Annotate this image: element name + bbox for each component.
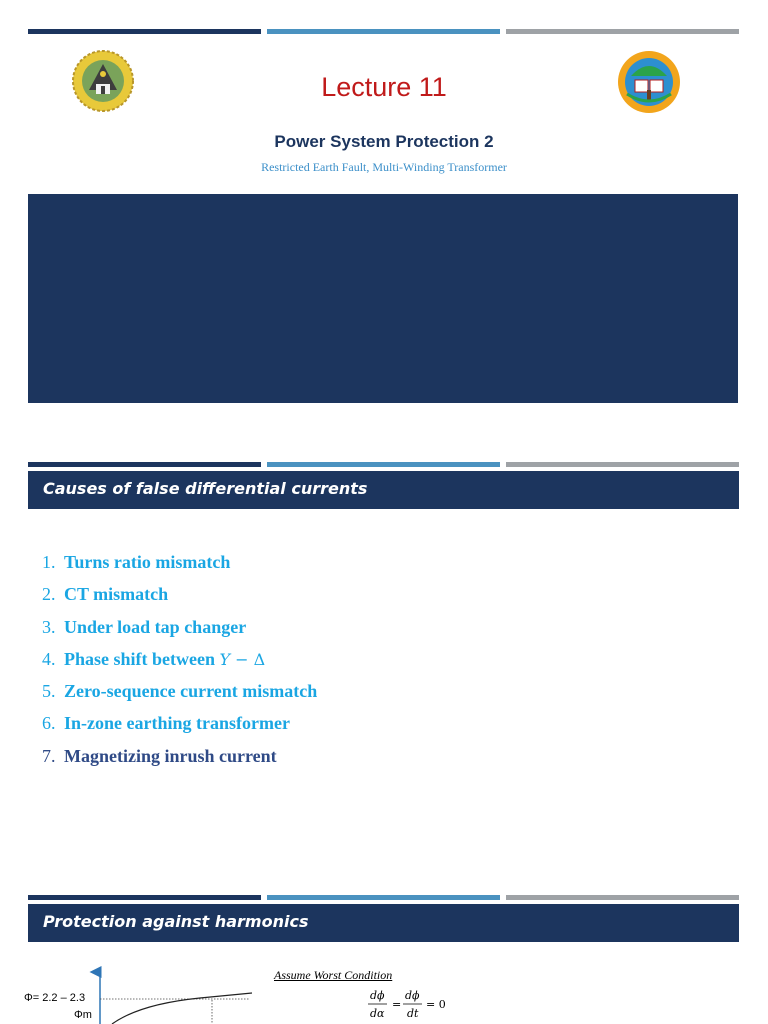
eq-den2: dt <box>407 1007 419 1020</box>
item-number: 3. <box>42 616 56 637</box>
top-stripe-mid <box>267 29 500 34</box>
list-item <box>42 678 317 710</box>
list-item <box>42 710 317 742</box>
section-header <box>28 471 739 509</box>
item-number: 7. <box>42 745 56 766</box>
item-text: In-zone earthing transformer <box>64 713 290 734</box>
causes-list <box>42 549 317 775</box>
eq-den1: dα <box>370 1007 385 1020</box>
item-number: 6. <box>42 713 56 734</box>
slide2-stripe-mid <box>267 462 500 467</box>
eq-equals: = <box>392 998 402 1011</box>
list-item <box>42 646 317 678</box>
lecture-title: Lecture 11 <box>321 72 447 102</box>
item-text: Turns ratio mismatch <box>64 552 231 572</box>
item-text: Under load tap changer <box>64 616 247 637</box>
eq-rhs: = 0 <box>426 998 446 1011</box>
top-stripe-dark <box>28 29 261 34</box>
slide3-stripe-mid <box>267 895 500 900</box>
item-text: Zero-sequence current mismatch <box>64 681 318 702</box>
assume-note: Assume Worst Condition <box>274 968 393 982</box>
item-text: CT mismatch <box>64 584 169 605</box>
slide3-stripe-dark <box>28 895 261 900</box>
slide3-stripe-grey <box>506 895 739 900</box>
list-item <box>42 614 317 646</box>
eq-num1: dϕ <box>370 989 385 1002</box>
slide-subtitle: Power System Protection 2 <box>274 132 494 151</box>
section-title: Protection against harmonics <box>43 912 309 931</box>
title-panel <box>28 194 738 403</box>
list-item <box>42 549 317 581</box>
phi-m-label: Φm <box>74 1009 92 1021</box>
slide-subsubtitle: Restricted Earth Fault, Multi-Winding Transformer <box>261 160 507 174</box>
magnetization-curve <box>112 993 252 1024</box>
item-number: 2. <box>42 584 56 605</box>
phi-range-label: Φ= 2.2 – 2.3 <box>24 992 86 1004</box>
item-text: Phase shift between <box>64 648 220 669</box>
math-minus: − <box>230 649 254 669</box>
item-number: 1. <box>42 552 56 572</box>
list-item <box>42 581 317 613</box>
slide2-stripe-grey <box>506 462 739 467</box>
list-item <box>42 743 317 775</box>
derivative-equation <box>365 985 475 1024</box>
slide2-stripe-dark <box>28 462 261 467</box>
eq-num2: dϕ <box>405 989 420 1002</box>
item-text: Magnetizing inrush current <box>64 745 277 766</box>
math-delta: Δ <box>253 649 266 669</box>
section-title: Causes of false differential currents <box>43 479 368 498</box>
section-header <box>28 904 739 942</box>
item-number: 5. <box>42 681 56 702</box>
math-y: Y <box>219 649 231 669</box>
top-stripe-grey <box>506 29 739 34</box>
item-number: 4. <box>42 648 56 669</box>
